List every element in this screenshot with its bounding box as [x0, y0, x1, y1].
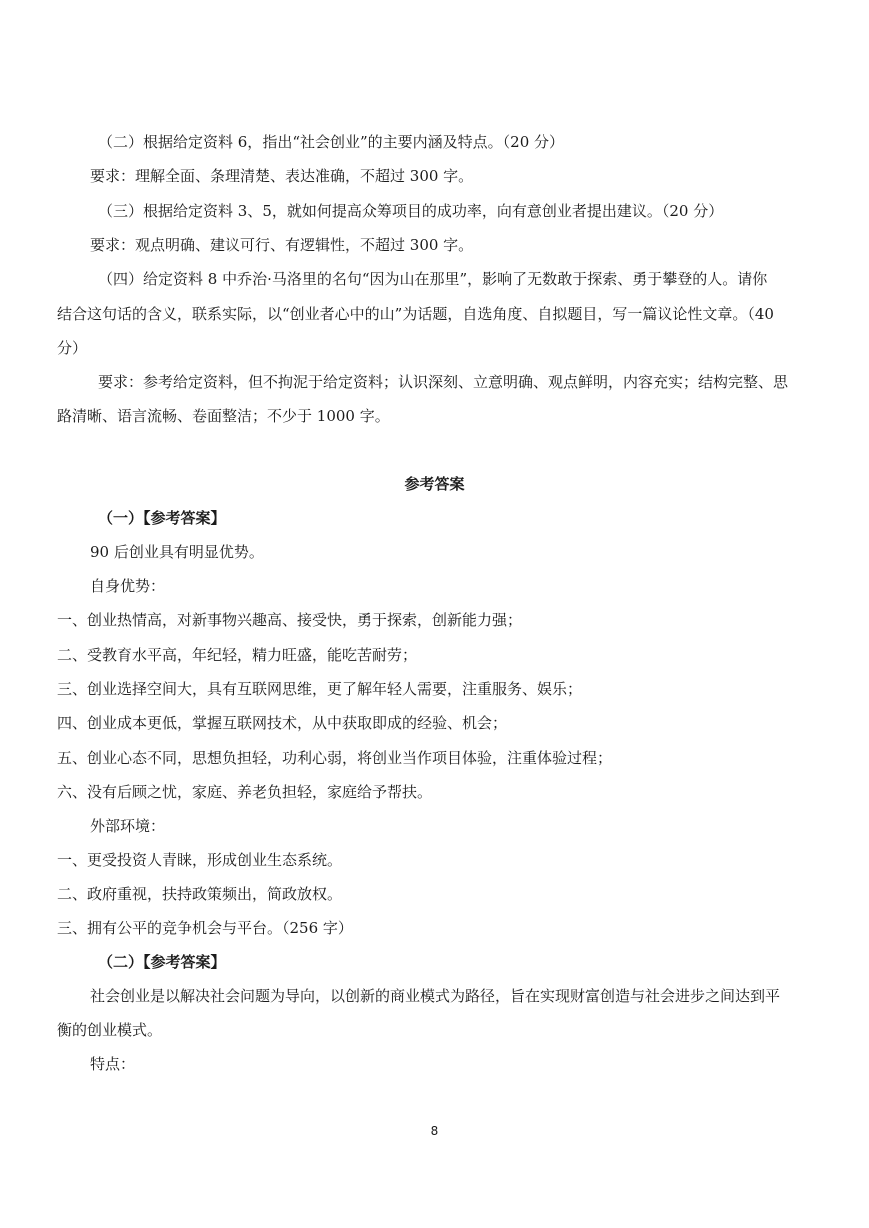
list-item: 四、创业成本更低，掌握互联网技术，从中获取即成的经验、机会； — [57, 714, 508, 732]
answer-1-env-label: 外部环境： — [90, 817, 166, 835]
list-item: 二、政府重视，扶持政策频出，简政放权。 — [57, 885, 343, 903]
list-item: 二、受教育水平高，年纪轻，精力旺盛，能吃苦耐劳； — [57, 646, 418, 664]
answer-2-line-1: 社会创业是以解决社会问题为导向，以创新的商业模式为路径，旨在实现财富创造与社会进步之间达到平 — [90, 987, 781, 1005]
answer-2-heading: （二）【参考答案】 — [98, 953, 226, 971]
question-4-requirement-line-2: 路清晰、语言流畅、卷面整洁；不少于 1000 字。 — [57, 407, 390, 425]
answers-title: 参考答案 — [404, 475, 465, 493]
question-4-line-2: 结合这句话的含义，联系实际，以“创业者心中的山”为话题，自选角度、自拟题目，写一篇议论性文章。（40 — [57, 305, 774, 323]
list-item: 一、更受投资人青睐，形成创业生态系统。 — [57, 851, 343, 869]
answer-2-line-2: 衡的创业模式。 — [57, 1021, 163, 1039]
list-item: 三、创业选择空间大，具有互联网思维，更了解年轻人需要，注重服务、娱乐； — [57, 680, 583, 698]
answer-1-intro: 90 后创业具有明显优势。 — [90, 543, 264, 561]
answer-1-heading: （一）【参考答案】 — [98, 509, 226, 527]
list-item: 五、创业心态不同，思想负担轻，功利心弱，将创业当作项目体验，注重体验过程； — [57, 749, 613, 767]
list-item: 一、创业热情高，对新事物兴趣高、接受快，勇于探索，创新能力强； — [57, 611, 523, 629]
question-2: （二）根据给定资料 6，指出“社会创业”的主要内涵及特点。（20 分） — [98, 133, 565, 151]
list-item: 三、拥有公平的竞争机会与平台。（256 字） — [57, 919, 353, 937]
list-item: 六、没有后顾之忧，家庭、养老负担轻，家庭给予帮扶。 — [57, 783, 433, 801]
question-2-requirement: 要求：理解全面、条理清楚、表达准确，不超过 300 字。 — [90, 167, 474, 185]
question-4-requirement-line-1: 要求：参考给定资料，但不拘泥于给定资料；认识深刻、立意明确、观点鲜明，内容充实；结构完整、思 — [98, 373, 789, 391]
answer-1-self-label: 自身优势： — [90, 577, 166, 595]
question-4-line-3: 分） — [57, 339, 88, 357]
question-3-requirement: 要求：观点明确、建议可行、有逻辑性，不超过 300 字。 — [90, 236, 474, 254]
question-4-line-1: （四）给定资料 8 中乔治·马洛里的名句“因为山在那里”，影响了无数敢于探索、勇于攀登的人。请你 — [98, 270, 768, 288]
answer-2-feature-label: 特点： — [90, 1055, 136, 1073]
question-3: （三）根据给定资料 3、5，就如何提高众筹项目的成功率，向有意创业者提出建议。（20 分） — [98, 202, 724, 220]
page-number: 8 — [430, 1124, 439, 1138]
